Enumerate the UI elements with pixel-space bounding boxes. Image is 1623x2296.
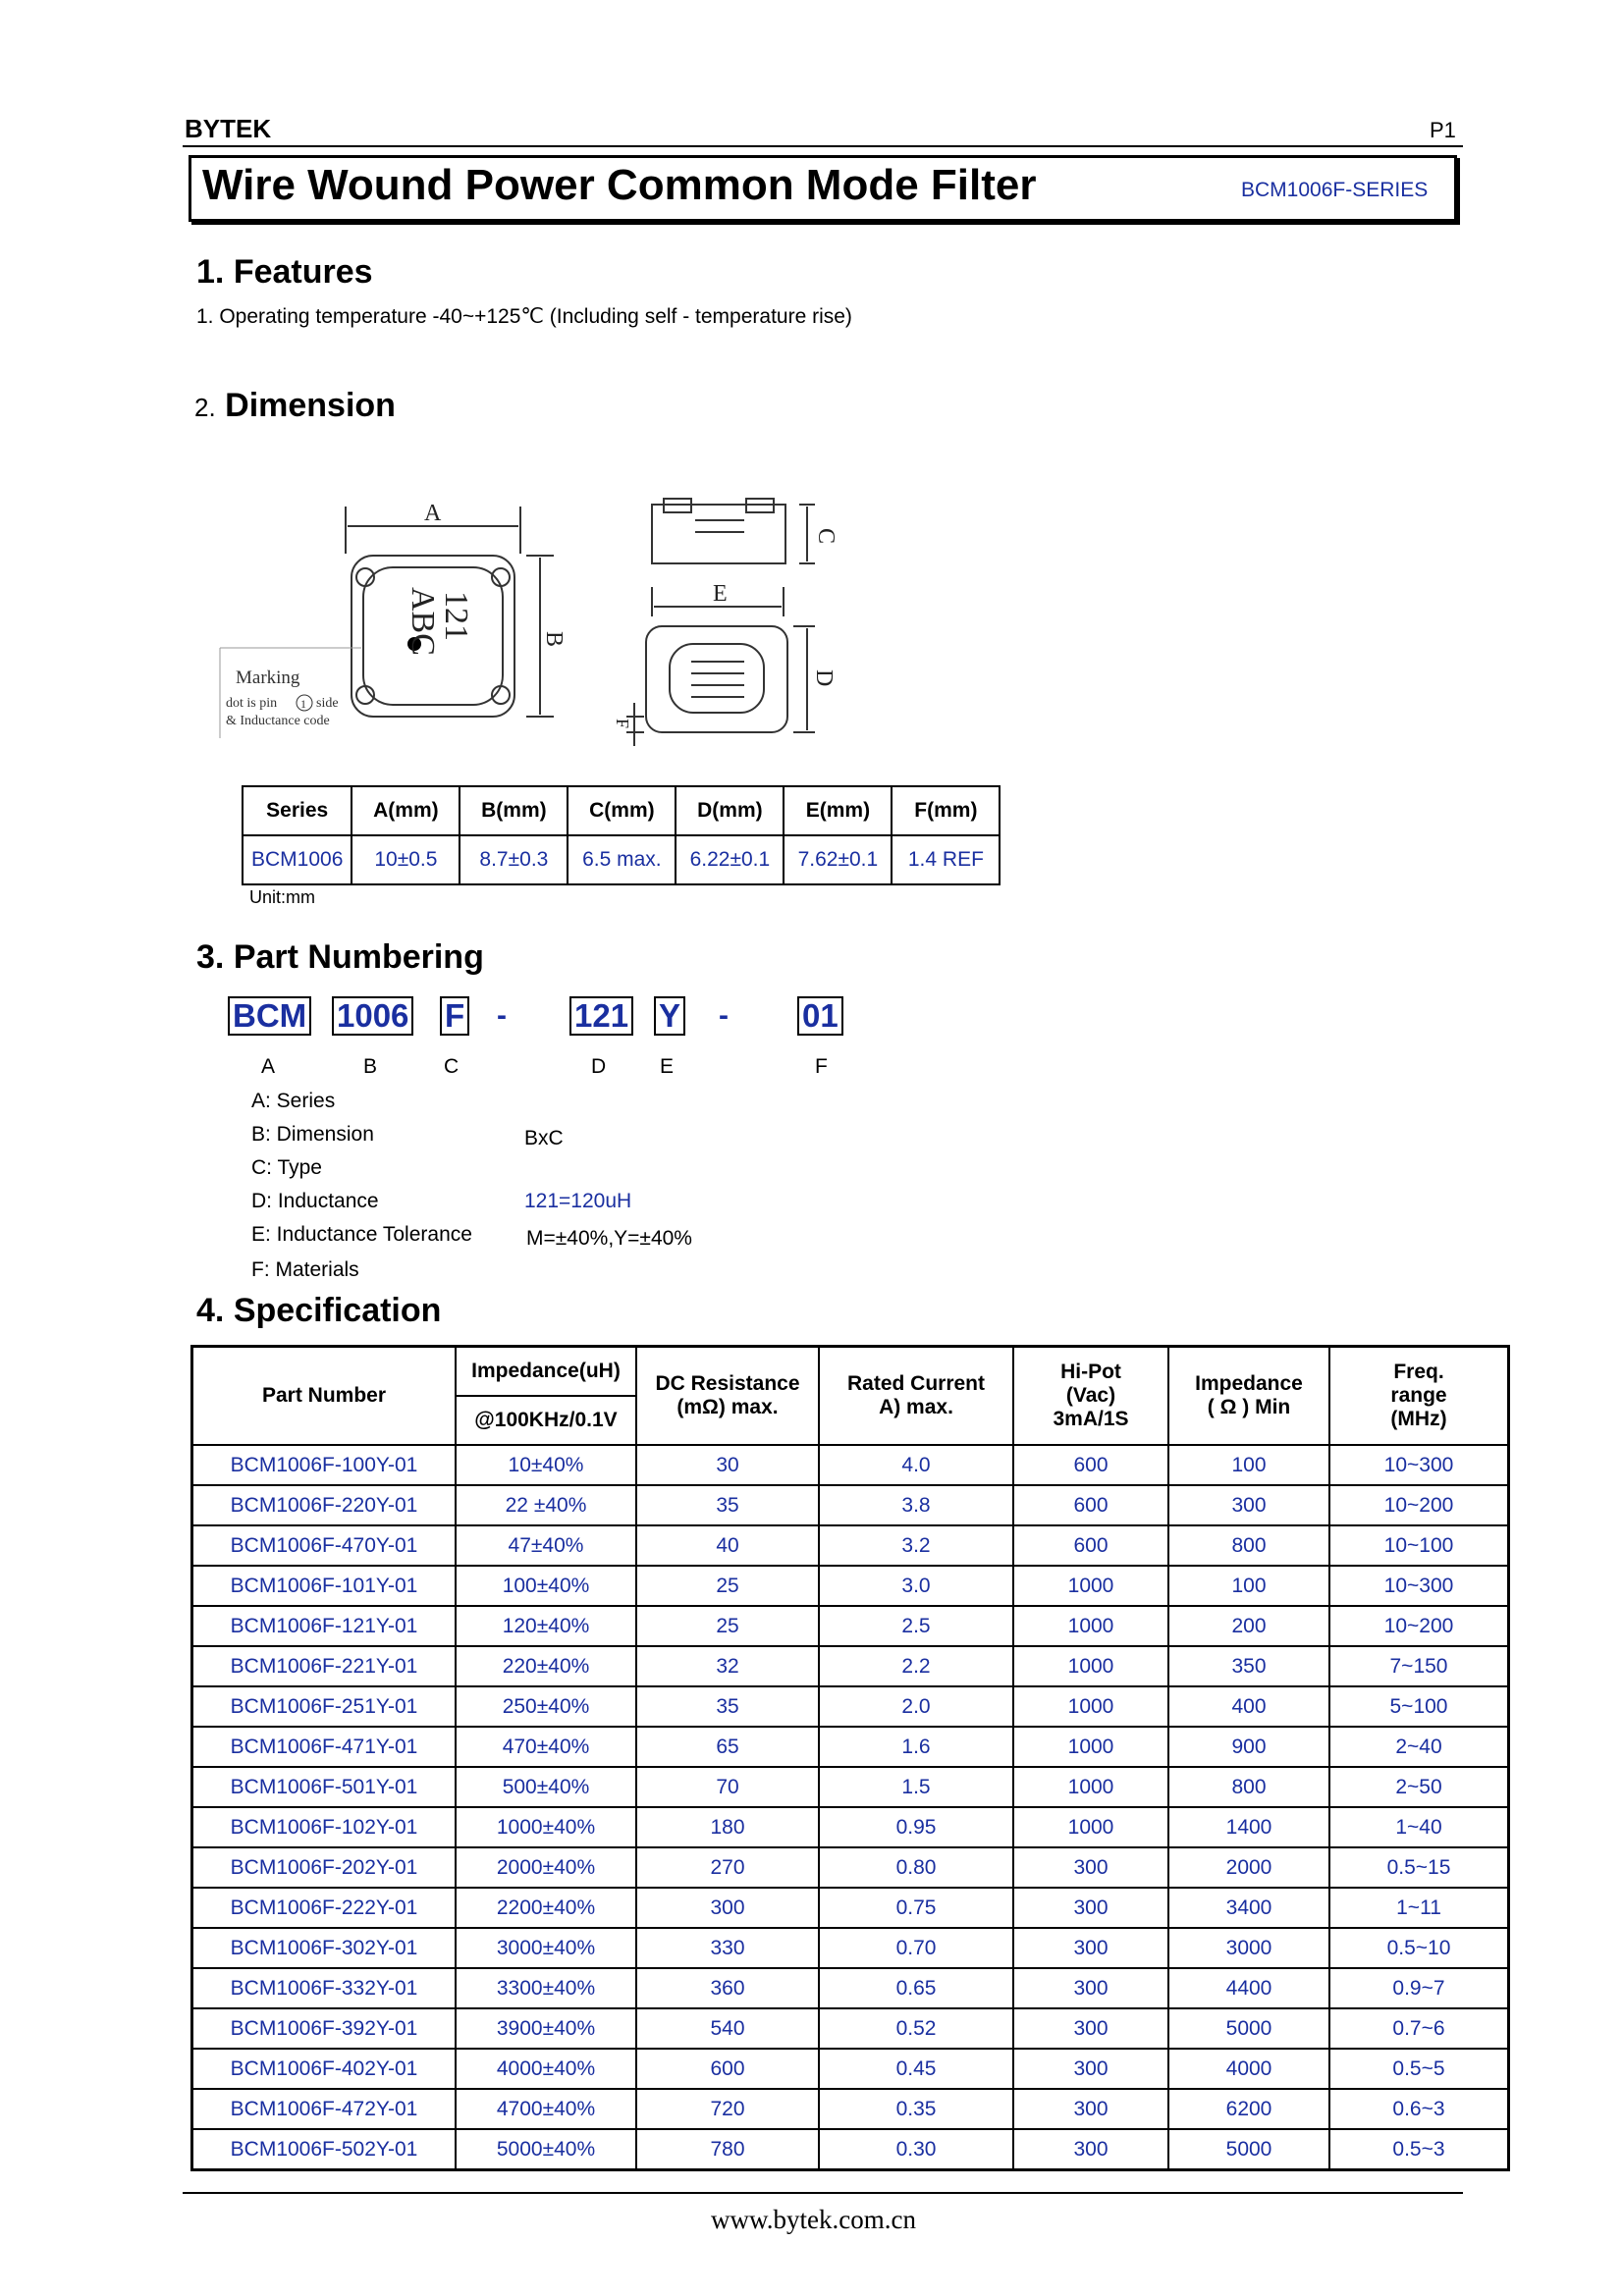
spec-cell-impedance-min: 350 bbox=[1168, 1646, 1329, 1686]
spec-cell-dc-resistance: 360 bbox=[636, 1968, 819, 2008]
dimension-table-row bbox=[243, 835, 1000, 884]
spec-cell-freq-range: 2~50 bbox=[1329, 1767, 1509, 1807]
spec-cell-dc-resistance: 270 bbox=[636, 1847, 819, 1888]
spec-cell-impedance: 1000±40% bbox=[456, 1807, 636, 1847]
spec-row bbox=[192, 2008, 1509, 2049]
spec-cell-impedance: 10±40% bbox=[456, 1445, 636, 1485]
spec-cell-impedance-min: 3000 bbox=[1168, 1928, 1329, 1968]
spec-cell-part-number: BCM1006F-102Y-01 bbox=[192, 1807, 457, 1847]
specification-heading-number: 4. bbox=[196, 1292, 225, 1329]
legend-materials: F: Materials bbox=[251, 1258, 359, 1281]
dim-header-f: F(mm) bbox=[892, 786, 1000, 835]
spec-cell-part-number: BCM1006F-251Y-01 bbox=[192, 1686, 457, 1727]
spec-cell-hipot: 600 bbox=[1013, 1445, 1168, 1485]
spec-cell-hipot: 1000 bbox=[1013, 1566, 1168, 1606]
dim-header-e: E(mm) bbox=[784, 786, 892, 835]
label-e: E bbox=[713, 581, 728, 607]
spec-header-impedance: Impedance(uH) bbox=[456, 1347, 636, 1397]
spec-cell-dc-resistance: 180 bbox=[636, 1807, 819, 1847]
spec-cell-part-number: BCM1006F-121Y-01 bbox=[192, 1606, 457, 1646]
pn-letter-d: D bbox=[591, 1055, 607, 1078]
spec-cell-rated-current: 0.35 bbox=[819, 2089, 1013, 2129]
spec-row bbox=[192, 1928, 1509, 1968]
dimension-drawing bbox=[214, 481, 852, 775]
legend-inductance-value: 121=120uH bbox=[524, 1190, 632, 1212]
spec-cell-dc-resistance: 330 bbox=[636, 1928, 819, 1968]
spec-row bbox=[192, 1646, 1509, 1686]
dim-value-a: 10±0.5 bbox=[352, 835, 460, 884]
pn-letter-b: B bbox=[363, 1055, 378, 1078]
spec-cell-hipot: 300 bbox=[1013, 1847, 1168, 1888]
spec-cell-impedance: 47±40% bbox=[456, 1525, 636, 1566]
label-b: B bbox=[541, 631, 567, 648]
spec-cell-impedance: 4700±40% bbox=[456, 2089, 636, 2129]
spec-row bbox=[192, 1485, 1509, 1525]
spec-cell-rated-current: 1.5 bbox=[819, 1767, 1013, 1807]
spec-cell-part-number: BCM1006F-221Y-01 bbox=[192, 1646, 457, 1686]
legend-dimension: B: Dimension bbox=[251, 1123, 374, 1146]
spec-header-impedance-min: Impedance ( Ω ) Min bbox=[1168, 1347, 1329, 1446]
spec-cell-rated-current: 0.80 bbox=[819, 1847, 1013, 1888]
spec-cell-impedance-min: 100 bbox=[1168, 1566, 1329, 1606]
spec-cell-freq-range: 5~100 bbox=[1329, 1686, 1509, 1727]
spec-row bbox=[192, 2129, 1509, 2170]
marking-line2: ABC bbox=[405, 587, 441, 656]
spec-row bbox=[192, 1727, 1509, 1767]
spec-cell-dc-resistance: 720 bbox=[636, 2089, 819, 2129]
spec-cell-impedance: 120±40% bbox=[456, 1606, 636, 1646]
spec-cell-rated-current: 0.30 bbox=[819, 2129, 1013, 2170]
spec-cell-impedance: 3300±40% bbox=[456, 1968, 636, 2008]
label-d: D bbox=[811, 669, 837, 687]
spec-cell-rated-current: 0.65 bbox=[819, 1968, 1013, 2008]
footer-url: www.bytek.com.cn bbox=[711, 2205, 916, 2234]
spec-cell-hipot: 600 bbox=[1013, 1485, 1168, 1525]
spec-cell-part-number: BCM1006F-402Y-01 bbox=[192, 2049, 457, 2089]
spec-header-part-number: Part Number bbox=[192, 1347, 457, 1446]
part-numbering-heading bbox=[196, 938, 484, 977]
spec-cell-freq-range: 0.5~5 bbox=[1329, 2049, 1509, 2089]
legend-inductance: D: Inductance bbox=[251, 1190, 379, 1212]
spec-cell-dc-resistance: 25 bbox=[636, 1606, 819, 1646]
marking-note-title: Marking bbox=[236, 667, 300, 688]
spec-cell-part-number: BCM1006F-100Y-01 bbox=[192, 1445, 457, 1485]
spec-cell-impedance-min: 400 bbox=[1168, 1686, 1329, 1727]
spec-cell-hipot: 1000 bbox=[1013, 1646, 1168, 1686]
spec-row bbox=[192, 1807, 1509, 1847]
label-a: A bbox=[424, 501, 442, 526]
dim-header-c: C(mm) bbox=[568, 786, 676, 835]
spec-cell-hipot: 1000 bbox=[1013, 1807, 1168, 1847]
label-c: C bbox=[813, 528, 839, 545]
legend-tolerance-value: M=±40%,Y=±40% bbox=[526, 1227, 692, 1250]
spec-cell-impedance: 4000±40% bbox=[456, 2049, 636, 2089]
dim-header-b: B(mm) bbox=[460, 786, 568, 835]
spec-cell-freq-range: 10~200 bbox=[1329, 1485, 1509, 1525]
spec-header-dcr: DC Resistance (mΩ) max. bbox=[636, 1347, 819, 1446]
spec-cell-hipot: 600 bbox=[1013, 1525, 1168, 1566]
marking-note-side: side bbox=[316, 696, 339, 711]
spec-header-impedance-condition: @100KHz/0.1V bbox=[456, 1396, 636, 1445]
spec-row bbox=[192, 1847, 1509, 1888]
spec-cell-rated-current: 3.0 bbox=[819, 1566, 1013, 1606]
spec-cell-impedance-min: 800 bbox=[1168, 1525, 1329, 1566]
features-heading-text: Features bbox=[233, 253, 373, 291]
spec-cell-impedance-min: 300 bbox=[1168, 1485, 1329, 1525]
spec-cell-rated-current: 2.0 bbox=[819, 1686, 1013, 1727]
spec-cell-rated-current: 2.5 bbox=[819, 1606, 1013, 1646]
spec-cell-impedance: 100±40% bbox=[456, 1566, 636, 1606]
dimension-table-header bbox=[243, 786, 1000, 835]
spec-cell-freq-range: 0.5~15 bbox=[1329, 1847, 1509, 1888]
spec-cell-hipot: 300 bbox=[1013, 1888, 1168, 1928]
pn-box-tolerance: Y bbox=[654, 996, 685, 1036]
dim-header-d: D(mm) bbox=[676, 786, 784, 835]
features-heading-number: 1. bbox=[196, 253, 225, 291]
spec-cell-impedance: 3900±40% bbox=[456, 2008, 636, 2049]
pn-box-type: F bbox=[440, 996, 469, 1036]
dim-value-e: 7.62±0.1 bbox=[784, 835, 892, 884]
spec-cell-part-number: BCM1006F-471Y-01 bbox=[192, 1727, 457, 1767]
spec-cell-freq-range: 2~40 bbox=[1329, 1727, 1509, 1767]
pn-dash-1: - bbox=[497, 999, 507, 1032]
part-numbering-heading-number: 3. bbox=[196, 938, 225, 976]
dim-value-b: 8.7±0.3 bbox=[460, 835, 568, 884]
pn-box-materials: 01 bbox=[797, 996, 843, 1036]
spec-row bbox=[192, 1767, 1509, 1807]
dimension-heading-number: 2. bbox=[194, 393, 216, 422]
page-number: P1 bbox=[1430, 118, 1456, 142]
spec-cell-rated-current: 0.95 bbox=[819, 1807, 1013, 1847]
pn-letter-c: C bbox=[444, 1055, 460, 1078]
spec-cell-freq-range: 0.6~3 bbox=[1329, 2089, 1509, 2129]
spec-row bbox=[192, 2089, 1509, 2129]
spec-cell-rated-current: 0.45 bbox=[819, 2049, 1013, 2089]
dim-value-c: 6.5 max. bbox=[568, 835, 676, 884]
spec-cell-impedance-min: 6200 bbox=[1168, 2089, 1329, 2129]
front-view-d bbox=[646, 626, 787, 732]
spec-cell-impedance-min: 3400 bbox=[1168, 1888, 1329, 1928]
spec-cell-hipot: 1000 bbox=[1013, 1606, 1168, 1646]
legend-series: A: Series bbox=[251, 1090, 336, 1112]
spec-cell-rated-current: 4.0 bbox=[819, 1445, 1013, 1485]
pn-letter-f: F bbox=[815, 1055, 828, 1078]
spec-row bbox=[192, 1888, 1509, 1928]
spec-cell-impedance-min: 4400 bbox=[1168, 1968, 1329, 2008]
spec-header-freq-range: Freq. range (MHz) bbox=[1329, 1347, 1509, 1446]
pn-box-series: BCM bbox=[228, 996, 311, 1036]
spec-cell-dc-resistance: 540 bbox=[636, 2008, 819, 2049]
spec-cell-freq-range: 10~100 bbox=[1329, 1525, 1509, 1566]
spec-cell-impedance: 470±40% bbox=[456, 1727, 636, 1767]
spec-cell-impedance-min: 5000 bbox=[1168, 2129, 1329, 2170]
pn-box-dimension: 1006 bbox=[332, 996, 413, 1036]
spec-row bbox=[192, 1968, 1509, 2008]
header-divider bbox=[183, 145, 1463, 147]
spec-cell-freq-range: 10~300 bbox=[1329, 1445, 1509, 1485]
spec-cell-freq-range: 1~11 bbox=[1329, 1888, 1509, 1928]
label-f: F bbox=[613, 719, 632, 729]
features-heading bbox=[196, 253, 373, 292]
spec-cell-dc-resistance: 600 bbox=[636, 2049, 819, 2089]
spec-cell-hipot: 1000 bbox=[1013, 1686, 1168, 1727]
spec-cell-part-number: BCM1006F-501Y-01 bbox=[192, 1767, 457, 1807]
spec-cell-freq-range: 10~300 bbox=[1329, 1566, 1509, 1606]
spec-cell-impedance: 5000±40% bbox=[456, 2129, 636, 2170]
spec-cell-impedance-min: 2000 bbox=[1168, 1847, 1329, 1888]
spec-cell-part-number: BCM1006F-470Y-01 bbox=[192, 1525, 457, 1566]
spec-cell-hipot: 300 bbox=[1013, 1968, 1168, 2008]
spec-cell-dc-resistance: 30 bbox=[636, 1445, 819, 1485]
spec-cell-impedance: 2200±40% bbox=[456, 1888, 636, 1928]
spec-cell-dc-resistance: 780 bbox=[636, 2129, 819, 2170]
legend-type: C: Type bbox=[251, 1156, 322, 1179]
spec-cell-dc-resistance: 65 bbox=[636, 1727, 819, 1767]
dimension-unit-note: Unit:mm bbox=[249, 887, 315, 907]
spec-cell-impedance-min: 100 bbox=[1168, 1445, 1329, 1485]
spec-cell-part-number: BCM1006F-392Y-01 bbox=[192, 2008, 457, 2049]
dimension-heading-text: Dimension bbox=[225, 387, 396, 424]
spec-cell-impedance: 22 ±40% bbox=[456, 1485, 636, 1525]
spec-cell-dc-resistance: 40 bbox=[636, 1525, 819, 1566]
spec-cell-dc-resistance: 70 bbox=[636, 1767, 819, 1807]
series-tag: BCM1006F-SERIES bbox=[1241, 179, 1429, 201]
spec-cell-dc-resistance: 32 bbox=[636, 1646, 819, 1686]
spec-cell-hipot: 300 bbox=[1013, 2049, 1168, 2089]
spec-cell-rated-current: 3.8 bbox=[819, 1485, 1013, 1525]
spec-cell-impedance-min: 200 bbox=[1168, 1606, 1329, 1646]
spec-cell-impedance-min: 4000 bbox=[1168, 2049, 1329, 2089]
features-item: 1. Operating temperature -40~+125℃ (Including self - temperature rise) bbox=[196, 305, 852, 328]
spec-cell-freq-range: 0.7~6 bbox=[1329, 2008, 1509, 2049]
spec-header-rated-current: Rated Current A) max. bbox=[819, 1347, 1013, 1446]
spec-cell-hipot: 300 bbox=[1013, 2089, 1168, 2129]
spec-header-hipot: Hi-Pot (Vac) 3mA/1S bbox=[1013, 1347, 1168, 1446]
specification-table bbox=[190, 1345, 1510, 2171]
spec-cell-impedance-min: 1400 bbox=[1168, 1807, 1329, 1847]
spec-cell-freq-range: 1~40 bbox=[1329, 1807, 1509, 1847]
spec-cell-part-number: BCM1006F-332Y-01 bbox=[192, 1968, 457, 2008]
spec-row bbox=[192, 1445, 1509, 1485]
spec-cell-impedance-min: 800 bbox=[1168, 1767, 1329, 1807]
spec-cell-freq-range: 7~150 bbox=[1329, 1646, 1509, 1686]
pn-letter-a: A bbox=[261, 1055, 276, 1078]
dimension-table bbox=[242, 785, 1001, 885]
spec-cell-dc-resistance: 35 bbox=[636, 1485, 819, 1525]
spec-cell-rated-current: 2.2 bbox=[819, 1646, 1013, 1686]
dim-value-f: 1.4 REF bbox=[892, 835, 1000, 884]
legend-tolerance: E: Inductance Tolerance bbox=[251, 1223, 472, 1246]
spec-cell-hipot: 300 bbox=[1013, 1928, 1168, 1968]
spec-row bbox=[192, 1566, 1509, 1606]
pn-box-inductance: 121 bbox=[569, 996, 633, 1036]
part-numbering-heading-text: Part Numbering bbox=[233, 938, 484, 976]
spec-cell-part-number: BCM1006F-502Y-01 bbox=[192, 2129, 457, 2170]
dim-value-d: 6.22±0.1 bbox=[676, 835, 784, 884]
spec-header-row-1 bbox=[192, 1347, 1509, 1397]
spec-cell-impedance-min: 5000 bbox=[1168, 2008, 1329, 2049]
spec-cell-part-number: BCM1006F-202Y-01 bbox=[192, 1847, 457, 1888]
spec-row bbox=[192, 2049, 1509, 2089]
spec-cell-impedance: 3000±40% bbox=[456, 1928, 636, 1968]
spec-cell-dc-resistance: 25 bbox=[636, 1566, 819, 1606]
spec-cell-rated-current: 3.2 bbox=[819, 1525, 1013, 1566]
spec-row bbox=[192, 1525, 1509, 1566]
dim-header-a: A(mm) bbox=[352, 786, 460, 835]
spec-cell-freq-range: 10~200 bbox=[1329, 1606, 1509, 1646]
spec-cell-part-number: BCM1006F-101Y-01 bbox=[192, 1566, 457, 1606]
spec-row bbox=[192, 1606, 1509, 1646]
spec-cell-freq-range: 0.5~3 bbox=[1329, 2129, 1509, 2170]
document-title: Wire Wound Power Common Mode Filter bbox=[202, 161, 1037, 209]
spec-cell-part-number: BCM1006F-220Y-01 bbox=[192, 1485, 457, 1525]
legend-dimension-value: BxC bbox=[524, 1127, 564, 1149]
pn-dash-2: - bbox=[719, 999, 729, 1032]
spec-cell-rated-current: 1.6 bbox=[819, 1727, 1013, 1767]
spec-cell-dc-resistance: 35 bbox=[636, 1686, 819, 1727]
spec-cell-freq-range: 0.5~10 bbox=[1329, 1928, 1509, 1968]
spec-cell-impedance-min: 900 bbox=[1168, 1727, 1329, 1767]
spec-cell-hipot: 1000 bbox=[1013, 1727, 1168, 1767]
spec-body bbox=[192, 1445, 1509, 2170]
footer-divider bbox=[183, 2192, 1463, 2194]
dim-value-series: BCM1006 bbox=[243, 835, 352, 884]
spec-cell-part-number: BCM1006F-472Y-01 bbox=[192, 2089, 457, 2129]
spec-cell-part-number: BCM1006F-302Y-01 bbox=[192, 1928, 457, 1968]
spec-cell-impedance: 500±40% bbox=[456, 1767, 636, 1807]
spec-cell-impedance: 2000±40% bbox=[456, 1847, 636, 1888]
spec-row bbox=[192, 1686, 1509, 1727]
brand-name: BYTEK bbox=[185, 114, 272, 143]
spec-cell-dc-resistance: 300 bbox=[636, 1888, 819, 1928]
marking-note-line1: dot is pin bbox=[226, 696, 278, 711]
spec-cell-hipot: 300 bbox=[1013, 2008, 1168, 2049]
spec-cell-rated-current: 0.52 bbox=[819, 2008, 1013, 2049]
specification-heading bbox=[196, 1292, 441, 1330]
dimension-heading bbox=[194, 387, 396, 425]
pn-letter-e: E bbox=[660, 1055, 675, 1078]
spec-cell-rated-current: 0.70 bbox=[819, 1928, 1013, 1968]
marking-note-line2: & Inductance code bbox=[226, 714, 330, 728]
spec-cell-impedance: 250±40% bbox=[456, 1686, 636, 1727]
spec-cell-freq-range: 0.9~7 bbox=[1329, 1968, 1509, 2008]
spec-cell-rated-current: 0.75 bbox=[819, 1888, 1013, 1928]
spec-cell-part-number: BCM1006F-222Y-01 bbox=[192, 1888, 457, 1928]
specification-heading-text: Specification bbox=[233, 1292, 442, 1329]
marking-line1: 121 bbox=[438, 591, 474, 641]
spec-cell-hipot: 300 bbox=[1013, 2129, 1168, 2170]
spec-cell-hipot: 1000 bbox=[1013, 1767, 1168, 1807]
marking-note-pin: 1 bbox=[300, 697, 306, 711]
dim-header-series: Series bbox=[243, 786, 352, 835]
spec-cell-impedance: 220±40% bbox=[456, 1646, 636, 1686]
